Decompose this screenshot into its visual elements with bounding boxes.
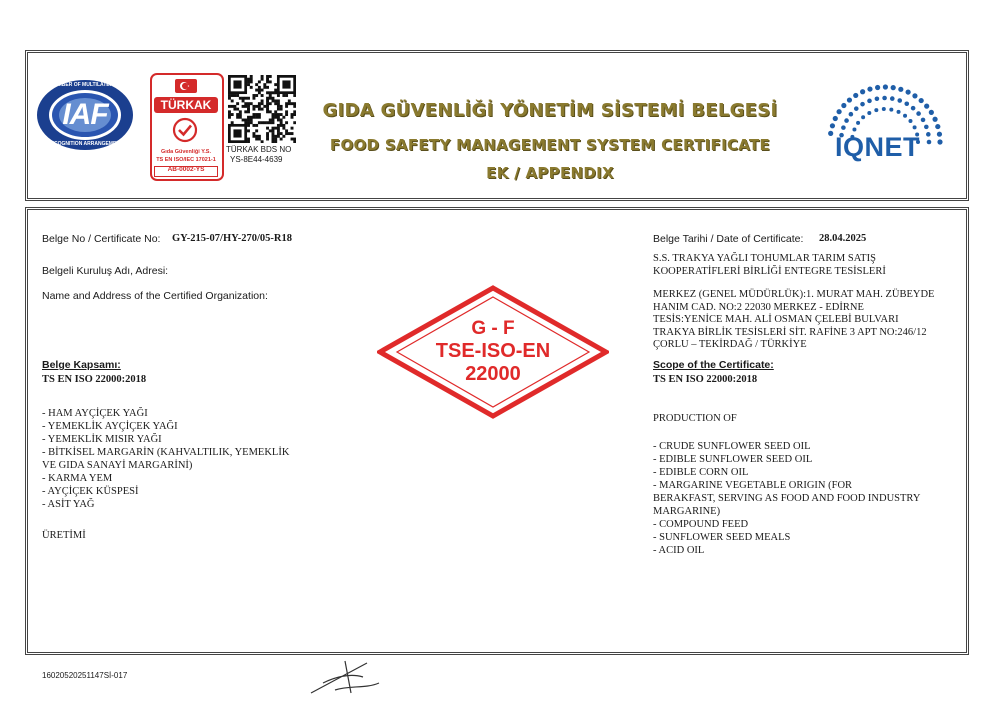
list-item: VE GIDA SANAYİ MARGARİNİ) (42, 460, 193, 471)
turkak-logo (150, 73, 222, 179)
org-name-line: KOOPERATİFLERİ BİRLİĞİ ENTEGRE TESİSLERİ (653, 265, 886, 277)
tse-seal (377, 285, 609, 419)
list-item: - SUNFLOWER SEED MEALS (653, 532, 791, 543)
list-item: - HAM AYÇİÇEK YAĞI (42, 408, 148, 419)
turkak-code: AB-0002-YS (167, 166, 205, 173)
scope-tr-footer: ÜRETİMİ (42, 530, 86, 541)
title-english: FOOD SAFETY MANAGEMENT SYSTEM CERTIFICATE (329, 136, 771, 154)
checkmark-icon (172, 117, 198, 143)
list-item: MARGARINE) (653, 506, 721, 517)
list-item: BERAKFAST, SERVING AS FOOD AND FOOD INDUSTRY (653, 493, 921, 504)
list-item: - EDIBLE SUNFLOWER SEED OIL (653, 454, 813, 465)
title-appendix: EK / APPENDIX (486, 164, 614, 182)
list-item: - EDIBLE CORN OIL (653, 467, 749, 478)
org-address-line: MERKEZ (GENEL MÜDÜRLÜK):1. MURAT MAH. ZÜBEYDE (653, 289, 935, 300)
turkak-line2: TS EN ISO/IEC 17021-1 (156, 157, 216, 163)
org-label-english: Name and Address of the Certified Organization: (42, 290, 268, 302)
certificate-no-value: GY-215-07/HY-270/05-R18 (172, 233, 292, 244)
scope-en-list (653, 440, 920, 557)
turkak-line1: Gıda Güvenliği Y.S. (160, 149, 212, 155)
turkak-name: TÜRKAK (160, 98, 212, 112)
org-address (653, 289, 934, 352)
iaf-ring-bottom: RECOGNITION ARRANGEMENT (47, 141, 123, 147)
list-item: - AYÇİÇEK KÜSPESİ (42, 486, 139, 497)
list-item: - MARGARINE VEGETABLE ORIGIN (FOR (653, 480, 853, 491)
list-item: - COMPOUND FEED (653, 519, 749, 530)
iaf-logo (35, 78, 135, 153)
list-item: - ACID OIL (653, 545, 705, 556)
scope-en-heading: Scope of the Certificate: (653, 359, 774, 371)
title-turkish: GIDA GÜVENLİĞİ YÖNETİM SİSTEMİ BELGESİ (322, 100, 778, 121)
org-name (653, 253, 886, 278)
certificate-date-label: Belge Tarihi / Date of Certificate: (653, 233, 804, 245)
scope-tr-heading: Belge Kapsamı: (42, 359, 121, 371)
scope-tr-list (42, 407, 289, 511)
org-address-line: TESİS:YENİCE MAH. ALİ OSMAN ÇELEBİ BULVARI (653, 314, 899, 325)
footer-doc-code: 16020520251147Sİ-017 (42, 671, 128, 680)
seal-line-2: TSE-ISO-EN (435, 340, 551, 362)
org-name-line: S.S. TRAKYA YAĞLI TOHUMLAR TARIM SATIŞ (653, 253, 876, 264)
list-item: - BİTKİSEL MARGARİN (KAHVALTILIK, YEMEKLİK (42, 447, 290, 458)
list-item: - YEMEKLİK AYÇİÇEK YAĞI (42, 421, 178, 432)
iaf-ring-top: MEMBER OF MULTILATERAL (50, 82, 120, 88)
qr-caption-1: TÜRKAK BDS NO (226, 145, 292, 154)
seal-line-1: G - F (471, 318, 515, 339)
list-item: - KARMA YEM (42, 473, 113, 484)
seal-line-3: 22000 (465, 363, 521, 385)
certificate-date-value: 28.04.2025 (819, 233, 867, 244)
signature (305, 655, 385, 700)
certificate-no-label: Belge No / Certificate No: (42, 233, 161, 245)
turkish-flag-icon (175, 79, 197, 93)
list-item: - ASİT YAĞ (42, 499, 95, 510)
qr-caption-2: YS-8E44-4639 (230, 155, 283, 164)
list-item: - YEMEKLİK MISIR YAĞI (42, 434, 162, 445)
scope-en-intro: PRODUCTION OF (653, 413, 737, 424)
org-address-line: ÇORLU – TEKİRDAĞ / TÜRKİYE (653, 339, 807, 350)
org-address-line: HANIM CAD. NO:2 22030 MERKEZ - EDİRNE (653, 301, 864, 313)
iaf-logo-text: IAF (62, 98, 108, 131)
scope-en-standard: TS EN ISO 22000:2018 (653, 374, 758, 385)
org-label-turkish: Belgeli Kuruluş Adı, Adresi: (42, 265, 169, 277)
list-item: - CRUDE SUNFLOWER SEED OIL (653, 441, 811, 452)
org-address-line: TRAKYA BİRLİK TESİSLERİ SİT. RAFİNE 3 APT NO:246/12 (653, 326, 927, 338)
iqnet-text: IQNET (835, 132, 921, 162)
iqnet-logo (815, 80, 945, 175)
scope-tr-standard: TS EN ISO 22000:2018 (42, 374, 147, 385)
